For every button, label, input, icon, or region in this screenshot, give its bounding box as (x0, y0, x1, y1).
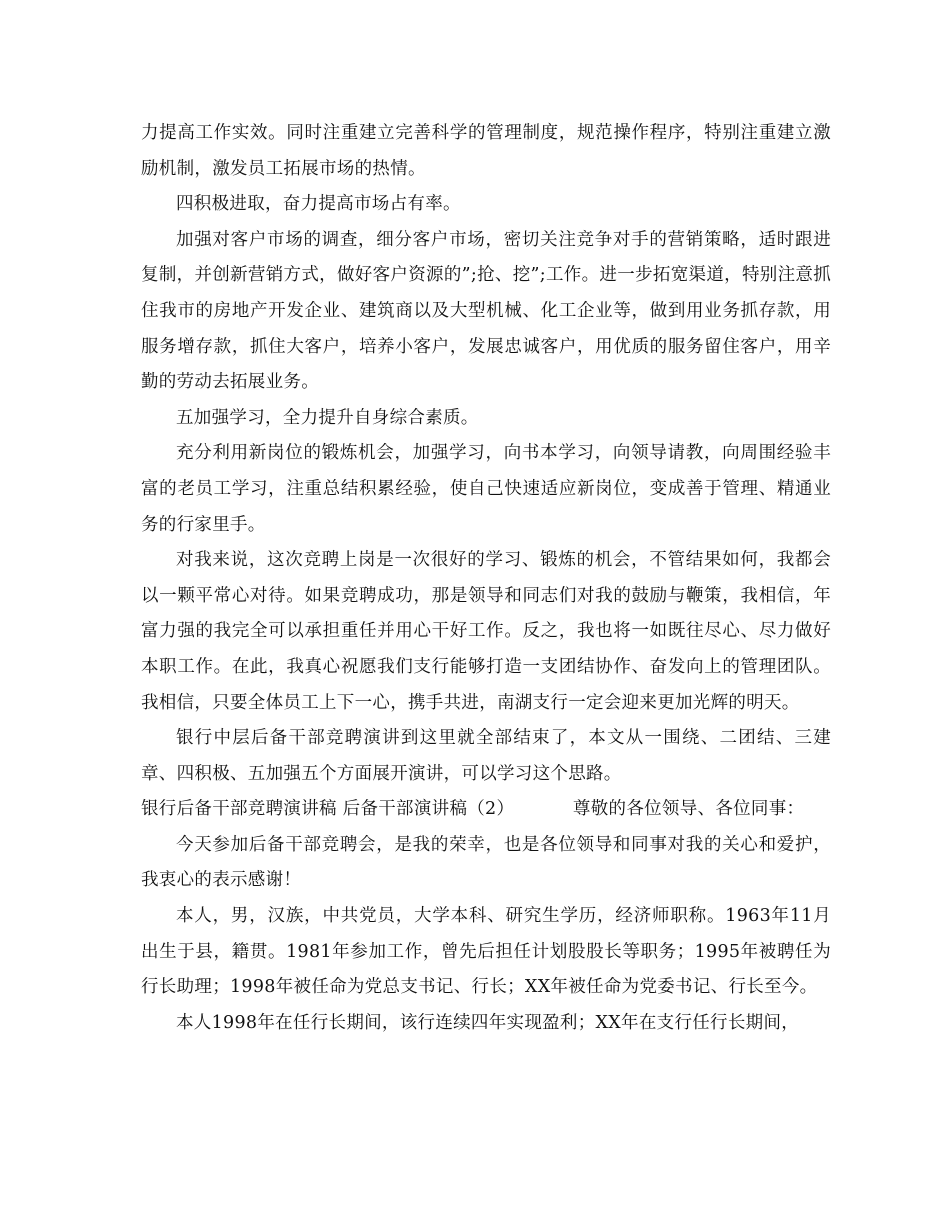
document-body (141, 116, 831, 1041)
paragraph: 充分利用新岗位的锻炼机会，加强学习，向书本学习，向领导请教，向周围经验丰富的老员工学习，注重总结积累经验，使自己快速适应新岗位，变成善于管理、精通业务的行家里手。 (141, 443, 831, 535)
document-title-line: 银行后备干部竞聘演讲稿 后备干部演讲稿（2） 尊敬的各位领导、各位同事： (141, 799, 805, 820)
section-heading-5: 五加强学习，全力提升自身综合素质。 (176, 407, 479, 428)
paragraph: 加强对客户市场的调查，细分客户市场，密切关注竞争对手的营销策略，适时跟进复制，并创新营销方式，做好客户资源的”;抢、挖”;工作。进一步拓宽渠道，特别注意抓住我市的房地产开发企业、建筑商以及大型机械、化工企业等，做到用业务抓存款，用服务增存款，抓住大客户，培养小客户，发展忠诚客户，用优质的服务留住客户，用辛勤的劳动去拓展业务。 (141, 229, 831, 393)
paragraph: 对我来说，这次竞聘上岗是一次很好的学习、锻炼的机会，不管结果如何，我都会以一颗平常心对待。如果竞聘成功，那是领导和同志们对我的鼓励与鞭策，我相信，年富力强的我完全可以承担重任并用心干好工作。反之，我也将一如既往尽心、尽力做好本职工作。在此，我真心祝愿我们支行能够打造一支团结协作、奋发向上的管理团队。我相信，只要全体员工上下一心，携手共进，南湖支行一定会迎来更加光辉的明天。 (141, 550, 831, 713)
section-heading-4: 四积极进取，奋力提高市场占有率。 (176, 194, 461, 215)
paragraph-continued: 力提高工作实效。同时注重建立完善科学的管理制度，规范操作程序，特别注重建立激励机制，激发员工拓展市场的热情。 (141, 123, 831, 179)
paragraph: 今天参加后备干部竞聘会，是我的荣幸，也是各位领导和同事对我的关心和爱护，我衷心的表示感谢！ (141, 834, 831, 891)
paragraph: 本人1998年在任行长期间，该行连续四年实现盈利；XX年在支行任行长期间， (176, 1012, 800, 1033)
paragraph-summary: 银行中层后备干部竞聘演讲到这里就全部结束了，本文从一围绕、二团结、三建章、四积极、五加强五个方面展开演讲，可以学习这个思路。 (141, 728, 831, 784)
paragraph: 本人，男，汉族，中共党员，大学本科、研究生学历，经济师职称。1963年11月出生于县，籍贯。1981年参加工作，曾先后担任计划股股长等职务；1995年被聘任为行长助理；1998年被任命为党总支书记、行长；XX年被任命为党委书记、行长至今。 (141, 906, 831, 998)
